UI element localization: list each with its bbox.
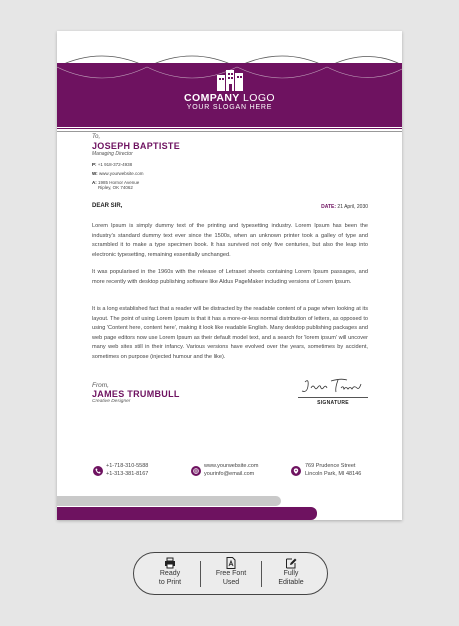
recipient-phone: P: +1 918-372-4938 (92, 162, 133, 167)
features-badge (133, 552, 328, 595)
letter-date: DATE: 21 April, 2030 (321, 204, 368, 210)
footer-phone-2: +1-313-381-8167 (106, 470, 149, 477)
company-logo-text: COMPANY LOGO (184, 92, 275, 104)
signature-line (298, 397, 368, 398)
footer-address-line1: 769 Prudence Street (305, 463, 356, 469)
location-pin-icon (291, 466, 301, 476)
building-logo-icon (215, 69, 245, 91)
footer-website[interactable]: www.yourwebsite.com (204, 463, 259, 469)
signature-label: SIGNATURE (317, 400, 349, 406)
feature-ready-to-print (140, 557, 200, 587)
phone-icon (93, 466, 103, 476)
globe-icon (191, 466, 201, 476)
footer-bar-grey (57, 496, 281, 506)
edit-icon (285, 557, 297, 569)
header-divider (57, 128, 402, 129)
salutation: DEAR SIR, (92, 203, 123, 209)
feature-label-line1: Fully (283, 570, 299, 577)
feature-label-line1: Free Font (215, 570, 247, 577)
footer-web (204, 463, 258, 478)
feature-fully-editable (261, 557, 321, 587)
company-slogan: YOUR SLOGAN HERE (186, 104, 273, 111)
letterhead-page (57, 31, 402, 520)
document-font-icon (225, 557, 237, 569)
body-paragraph-3: It is a long established fact that a reader will be distracted by the readable content of a page when looking at its layout. The point of using Lorem Ipsum is that it has a more-or-less normal distribution of letters, as opposed to using 'Content here, content here', making it look like readable English. Many desktop publishing packages and web page editors now use Lorem Ipsum as their default model text, and a search for 'lorem ipsum' will uncover many web sites still in their infancy. Various versions have evolved over the years, sometimes by accident, sometimes on purpose (injected humour and the like). (92, 306, 368, 360)
recipient-to: To, (92, 134, 101, 140)
footer-email[interactable]: yourinfo@email.com (204, 470, 255, 477)
recipient-address: A: 1985 Hornor Avenue (92, 180, 140, 185)
sender-name: JAMES TRUMBULL (92, 389, 180, 399)
body-paragraph-1: Lorem Ipsum is simply dummy text of the printing and typesetting industry. Lorem Ipsum has been the industry's standard dummy text ever since the 1500s, when an unknown printer took a galley of type and scrambled it to make a type specimen book. It has survived not only five centuries, but also the leap into electronic typesetting, remaining essentially unchanged. (92, 223, 368, 258)
recipient-role: Managing Director (92, 151, 133, 157)
footer-address-line2: Lincoln Park, MI 48146 (305, 470, 362, 477)
footer-address (305, 463, 361, 478)
footer-phones (106, 463, 148, 478)
feature-label-line2: Used (222, 579, 240, 586)
feature-label-line1: Ready (159, 570, 181, 577)
feature-free-font (201, 557, 261, 587)
feature-label-line2: to Print (158, 579, 182, 586)
feature-label-line2: Editable (278, 579, 304, 586)
footer-phone-1: +1-718-310-5588 (106, 463, 149, 469)
sender-role: Creative Designer (92, 399, 131, 404)
body-paragraph-2: It was popularised in the 1960s with the release of Letraset sheets containing Lorem Ipsum passages, and more recently with desktop publishing software like Aldus PageMaker including versions of Lorem Ipsum. (92, 269, 368, 285)
printer-icon (164, 557, 176, 569)
recipient-web: W: www.yourwebsite.com (92, 171, 144, 176)
header-divider-thin (57, 131, 402, 132)
recipient-name: JOSEPH BAPTISTE (92, 141, 181, 151)
sender-from: From, (92, 382, 109, 389)
recipient-address-line2: Ripley, OK 74062 (98, 185, 133, 190)
handwritten-signature (297, 376, 369, 398)
footer-bar-purple (57, 507, 317, 520)
